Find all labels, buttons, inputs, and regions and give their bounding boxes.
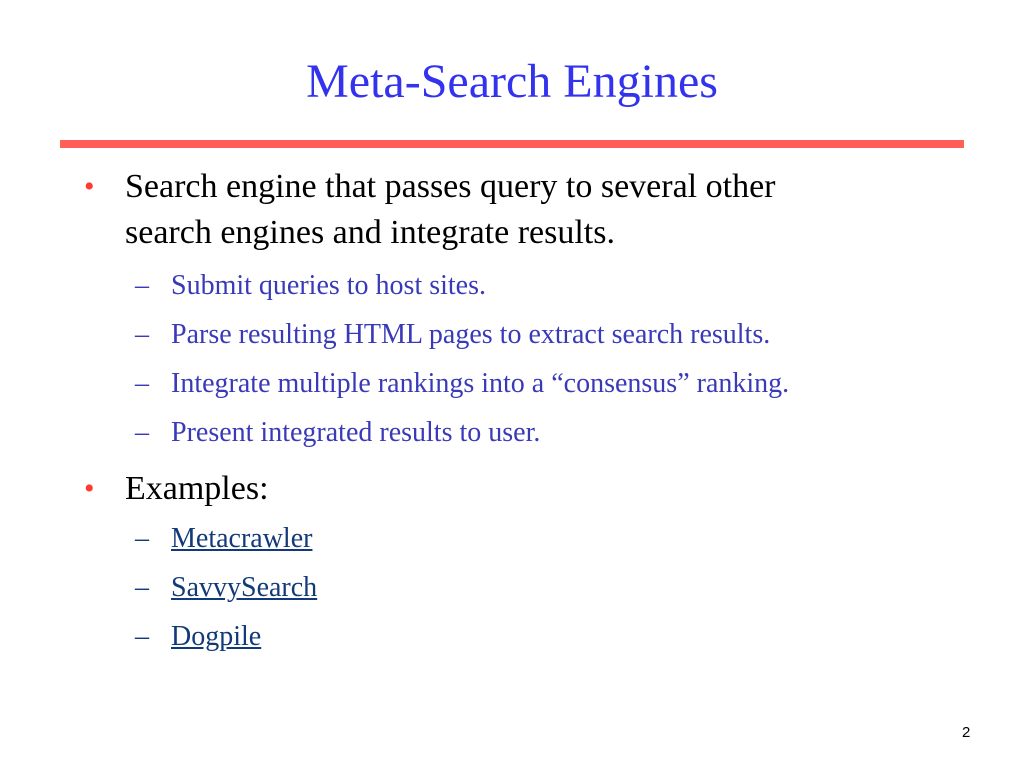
title-divider [60,140,964,148]
subitem-marker: – [135,572,149,603]
subitem-text: Submit queries to host sites. [171,270,486,301]
subitem-marker: – [135,523,149,554]
bullet-text-line-1: Examples: [125,470,269,507]
subitem-text: Parse resulting HTML pages to extract search results. [171,319,771,350]
bullet-text-line-2: search engines and integrate results. [125,214,615,251]
page-number: 2 [962,724,971,741]
subitem-text: Present integrated results to user. [171,417,541,448]
slide-title: Meta-Search Engines [306,55,718,108]
subitem-text: Integrate multiple rankings into a “consensus” ranking. [171,368,790,399]
savvysearch-link[interactable]: SavvySearch [171,572,318,603]
bullet-text-line-1: Search engine that passes query to several other [125,168,776,205]
subitem-marker: – [135,368,149,399]
subitem-marker: – [135,319,149,350]
dogpile-link[interactable]: Dogpile [171,621,262,652]
metacrawler-link[interactable]: Metacrawler [171,523,313,554]
subitem-marker: – [135,270,149,301]
subitem-marker: – [135,621,149,652]
bullet-marker: • [84,472,95,505]
subitem-marker: – [135,417,149,448]
bullet-marker: • [84,170,95,203]
